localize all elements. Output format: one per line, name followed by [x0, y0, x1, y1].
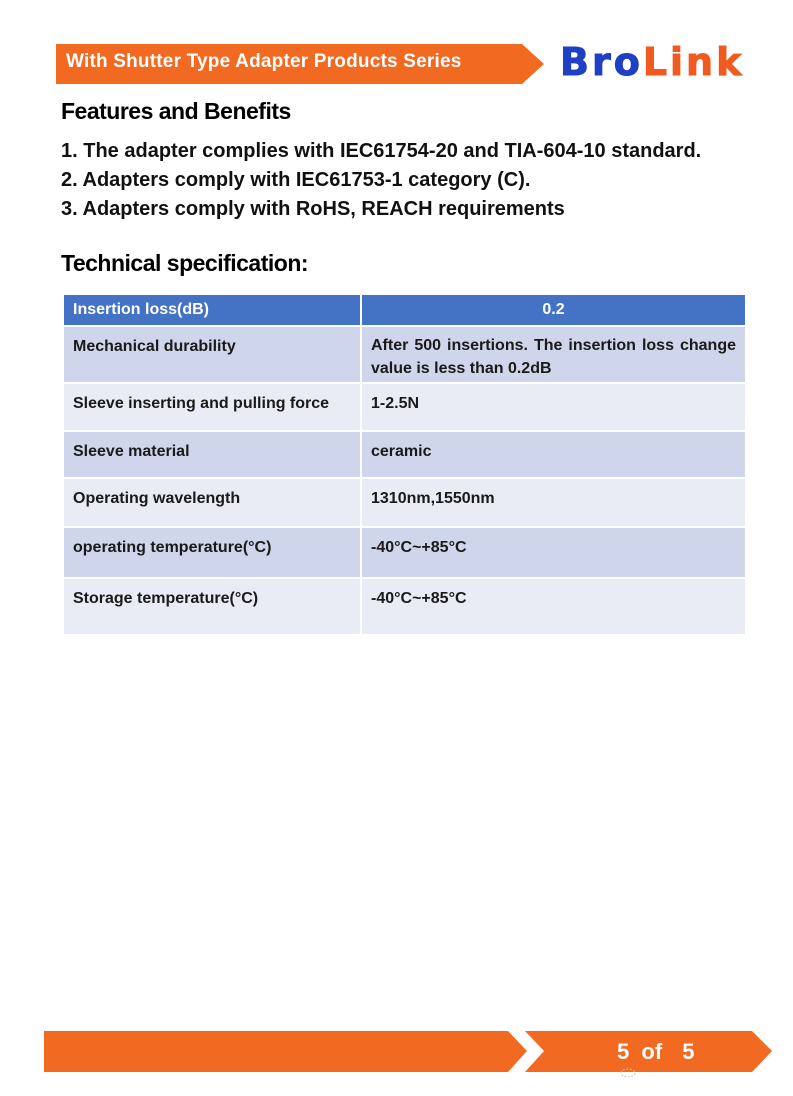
spec-value: 1-2.5N [362, 384, 745, 432]
table-row [64, 579, 745, 636]
page-number [617, 1039, 695, 1065]
table-row [64, 327, 745, 384]
spec-value: -40°C~+85°C [362, 528, 745, 579]
spec-header-value: 0.2 [362, 295, 745, 327]
page-of: of [641, 1039, 663, 1064]
features-list [61, 137, 701, 224]
spec-table [64, 295, 745, 636]
table-row [64, 528, 745, 579]
spec-label: Sleeve inserting and pulling force [64, 384, 362, 432]
technical-spec-heading: Technical specification: [61, 250, 309, 276]
header-banner-title: With Shutter Type Adapter Products Series [66, 51, 462, 72]
spec-table-header-row [64, 295, 745, 327]
features-heading: Features and Benefits [61, 98, 291, 124]
small-circle-icon [619, 1068, 637, 1078]
spec-label: operating temperature(°C) [64, 528, 362, 579]
page-total: 5 [682, 1039, 695, 1064]
spec-label: Mechanical durability [64, 327, 362, 384]
spec-label: Operating wavelength [64, 479, 362, 528]
logo-part-link: Link [642, 40, 745, 84]
spec-value: ceramic [362, 432, 745, 479]
spec-value: After 500 insertions. The insertion loss change value is less than 0.2dB [362, 327, 745, 384]
table-row [64, 479, 745, 528]
table-row [64, 432, 745, 479]
page-current: 5 [617, 1039, 630, 1064]
feature-item: 3. Adapters comply with RoHS, REACH requirements [61, 198, 565, 220]
spec-value: 1310nm,1550nm [362, 479, 745, 528]
table-row [64, 384, 745, 432]
brolink-logo [560, 40, 745, 84]
feature-item: 1. The adapter complies with IEC61754-20 and TIA-604-10 standard. [61, 140, 702, 162]
spec-header-label: Insertion loss(dB) [64, 295, 362, 327]
feature-item: 2. Adapters comply with IEC61753-1 category (C). [61, 169, 531, 191]
spec-label: Sleeve material [64, 432, 362, 479]
spec-value: -40°C~+85°C [362, 579, 745, 636]
logo-part-bro: Bro [560, 40, 643, 84]
spec-label: Storage temperature(°C) [64, 579, 362, 636]
